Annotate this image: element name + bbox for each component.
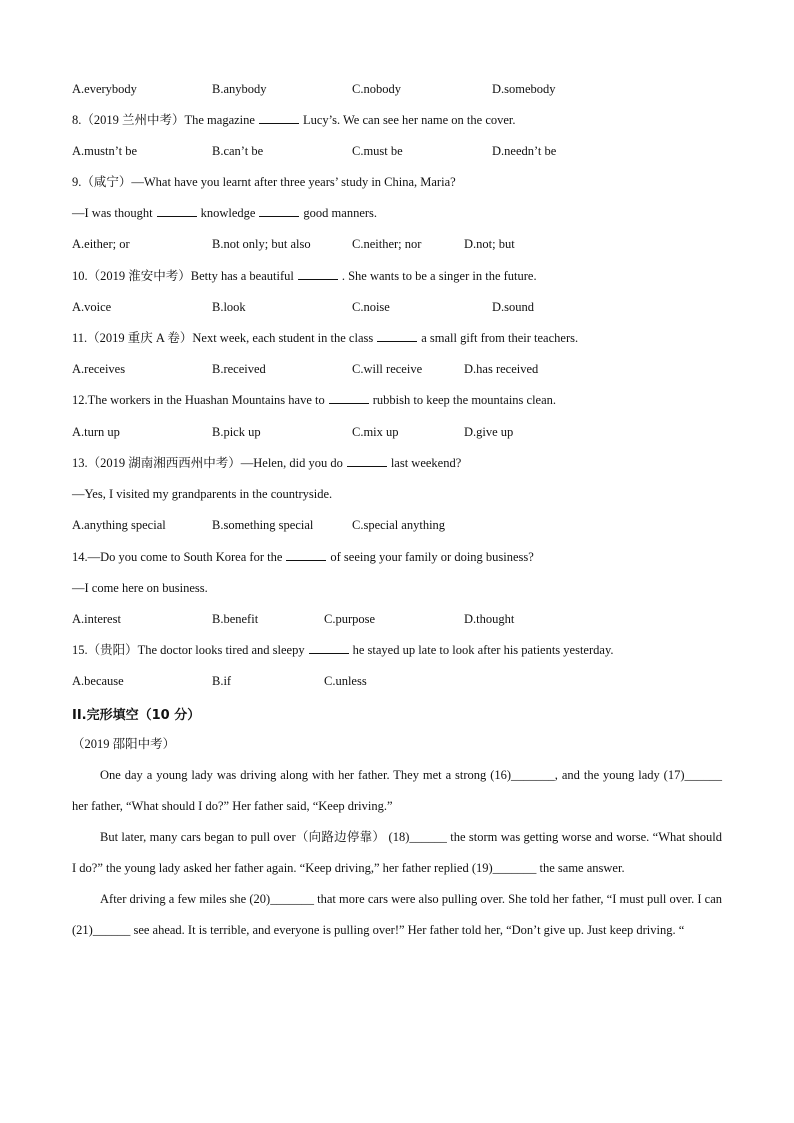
q10-option-b: B.look: [212, 300, 246, 314]
answer-blank: [309, 642, 349, 654]
q13-option-a: A.anything special: [72, 518, 166, 532]
q15-option-a: A.because: [72, 674, 124, 688]
q15-option-b: B.if: [212, 674, 232, 688]
q7-option-b: B.anybody: [212, 82, 267, 96]
q10-stem: [72, 268, 537, 284]
q14-stem-b: of seeing your family or doing business?: [330, 550, 534, 564]
answer-blank: [259, 112, 299, 124]
q14-stem-a: 14.—Do you come to South Korea for the: [72, 550, 283, 564]
q9-stem: 9.（咸宁）—What have you learnt after three years’ study in China, Maria?: [72, 175, 456, 189]
answer-blank: [329, 392, 369, 404]
answer-blank: [377, 330, 417, 342]
passage-paragraph: But later, many cars began to pull over（向路边停靠） (18)______ the storm was getting worse and worse. “What should I do?” the young lady asked her father again. “Keep driving,” her father replied (19)_______ the same answer.: [72, 830, 722, 875]
q12-stem: [72, 392, 556, 408]
q9-reply-a: —I was thought: [72, 206, 153, 220]
q12-stem-b: rubbish to keep the mountains clean.: [372, 393, 557, 407]
q13-option-c: C.special anything: [352, 518, 446, 532]
q8-option-a: A.mustn’t be: [72, 144, 138, 158]
q11-option-a: A.receives: [72, 362, 126, 376]
q13-stem-b: last weekend?: [390, 456, 462, 470]
passage-paragraph: After driving a few miles she (20)_______ that more cars were also pulling over. She told her father, “I must pull over. I can (21)______ see ahead. It is terrible, and everyone is pulling over!” Her father told her, “Don’t give up. Just keep driving. “: [72, 892, 722, 937]
q15-option-c: C.unless: [324, 674, 367, 688]
q15-stem-b: he stayed up late to look after his patients yesterday.: [352, 643, 614, 657]
q8-stem-b: Lucy’s. We can see her name on the cover.: [302, 113, 516, 127]
q11-option-b: B.received: [212, 362, 266, 376]
q9-option-b: B.not only; but also: [212, 237, 311, 251]
q8-stem: [72, 112, 516, 128]
q14-option-c: C.purpose: [324, 612, 376, 626]
q8-option-c: C.must be: [352, 144, 403, 158]
answer-blank: [157, 205, 197, 217]
q11-option-d: D.has received: [464, 362, 539, 376]
q11-stem-a: 11.（2019 重庆 A 卷）Next week, each student in the class: [72, 331, 374, 345]
q10-stem-a: 10.（2019 淮安中考）Betty has a beautiful: [72, 269, 294, 283]
q12-stem-a: 12.The workers in the Huashan Mountains have to: [72, 393, 325, 407]
q12-option-b: B.pick up: [212, 425, 261, 439]
answer-blank: [259, 205, 299, 217]
q9-option-d: D.not; but: [464, 237, 515, 251]
answer-blank: [298, 268, 338, 280]
q12-option-d: D.give up: [464, 425, 514, 439]
q15-stem: [72, 642, 614, 658]
q8-option-b: B.can’t be: [212, 144, 264, 158]
q14-option-a: A.interest: [72, 612, 121, 626]
q12-option-a: A.turn up: [72, 425, 120, 439]
answer-blank: [286, 549, 326, 561]
q15-stem-a: 15.（贵阳）The doctor looks tired and sleepy: [72, 643, 305, 657]
q13-reply: —Yes, I visited my grandparents in the countryside.: [72, 487, 333, 501]
cloze-passage: [72, 760, 722, 946]
q8-stem-a: 8.（2019 兰州中考）The magazine: [72, 113, 255, 127]
q7-option-c: C.nobody: [352, 82, 401, 96]
q13-stem: [72, 455, 461, 471]
q14-option-d: D.thought: [464, 612, 515, 626]
q10-option-d: D.sound: [492, 300, 535, 314]
q9-option-c: C.neither; nor: [352, 237, 422, 251]
q14-stem: [72, 549, 534, 565]
q11-stem-b: a small gift from their teachers.: [421, 331, 579, 345]
q13-option-b: B.something special: [212, 518, 314, 532]
q13-stem-a: 13.（2019 湖南湘西西州中考）—Helen, did you do: [72, 456, 343, 470]
passage-paragraph: One day a young lady was driving along with her father. They met a strong (16)_______, and the young lady (17)______ her father, “What should I do?” Her father said, “Keep driving.”: [72, 768, 722, 813]
q9-option-a: A.either; or: [72, 237, 130, 251]
q9-reply-c: good manners.: [303, 206, 378, 220]
q7-option-a: A.everybody: [72, 82, 137, 96]
q14-option-b: B.benefit: [212, 612, 259, 626]
q10-option-a: A.voice: [72, 300, 112, 314]
passage-source: （2019 邵阳中考）: [72, 737, 176, 751]
q7-option-d: D.somebody: [492, 82, 556, 96]
section-title: II.完形填空（10 分）: [72, 708, 201, 723]
q11-option-c: C.will receive: [352, 362, 423, 376]
q10-option-c: C.noise: [352, 300, 390, 314]
q11-stem: [72, 330, 578, 346]
q8-option-d: D.needn’t be: [492, 144, 557, 158]
q9-reply: [72, 205, 377, 221]
q9-reply-b: knowledge: [200, 206, 256, 220]
q12-option-c: C.mix up: [352, 425, 399, 439]
q14-reply: —I come here on business.: [72, 581, 208, 595]
q10-stem-b: . She wants to be a singer in the future.: [341, 269, 537, 283]
answer-blank: [347, 455, 387, 467]
